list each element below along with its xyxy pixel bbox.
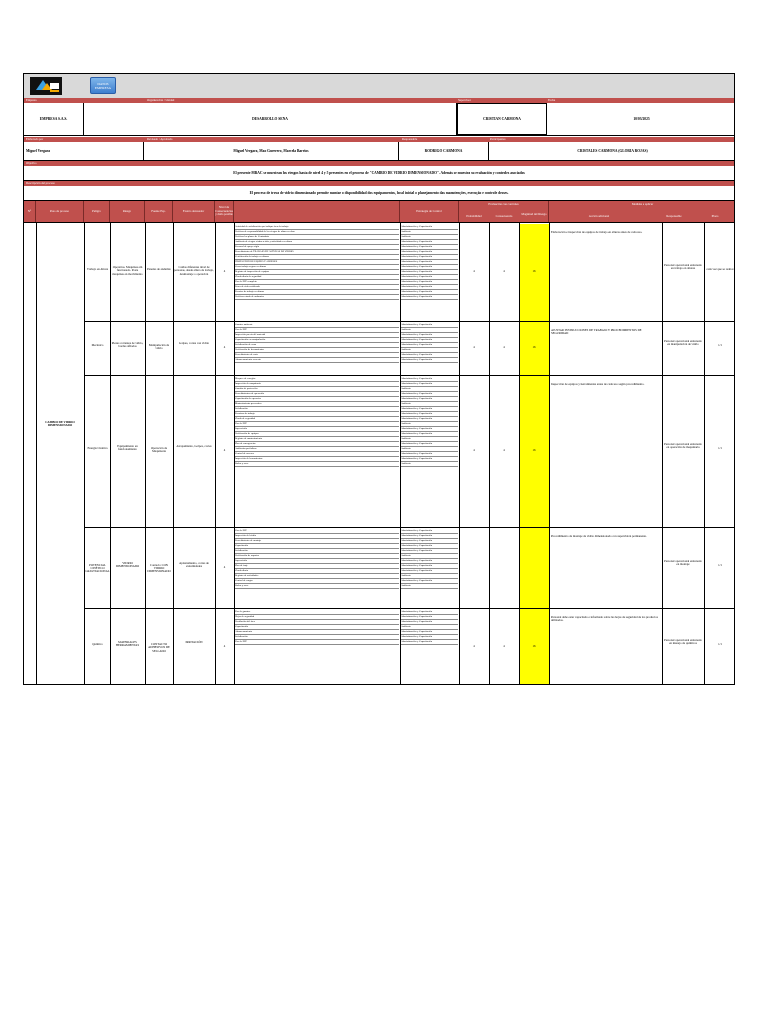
controls-list xyxy=(235,529,399,589)
revisado-value: Miguel Vergara, Mao Guerrero, Marcela Barrios xyxy=(144,142,399,160)
label-fecha: Fecha xyxy=(548,98,556,102)
probabilidad-cell: 4 xyxy=(473,448,475,452)
control-item: Supervisión xyxy=(235,427,399,432)
control-item: Permisos de trabajo xyxy=(235,412,399,417)
nivel-cell: 4 xyxy=(223,269,226,273)
tipo-item: Administración y Capacitación xyxy=(401,382,458,387)
tipo-item: Administración y Capacitación xyxy=(401,427,458,432)
control-item: Uso de EPP xyxy=(235,422,399,427)
control-item: Procedimientos de operación xyxy=(235,392,399,397)
tipo-item: Administración y Capacitación xyxy=(401,640,458,645)
tipo-item: Administración y Capacitación xyxy=(401,452,458,457)
col-n: N° xyxy=(24,201,36,222)
control-item: Inspección previa del material xyxy=(235,333,399,338)
probabilidad-cell: 4 xyxy=(473,644,475,648)
tipo-item: Administración y Capacitación xyxy=(401,579,458,584)
tipo-item: Administración y Capacitación xyxy=(401,290,458,295)
evento-cell: Caídas diferentes nivel de personas, desde altura de trabajo, desmontaje o operación xyxy=(174,265,214,276)
control-item: Uso de guantes xyxy=(235,610,399,615)
control-item: Ventilación del área xyxy=(235,620,399,625)
col-evento: Evento detonador xyxy=(173,201,215,222)
control-item: Hojas de seguridad xyxy=(235,615,399,620)
control-item: Línea de vida certificada xyxy=(235,285,399,290)
tipo-item: Administración y Capacitación xyxy=(401,559,458,564)
riesgo-res-cell: 16 xyxy=(532,269,536,273)
tipo-item: Auditoria xyxy=(401,447,458,452)
control-item: Capacitación xyxy=(235,625,399,630)
tipo-item: Auditoria xyxy=(401,437,458,442)
tipo-item: Administración y Capacitación xyxy=(401,338,458,343)
tipo-item: Administración y Capacitación xyxy=(401,569,458,574)
riesgo-cell: Equipamiento en funcionamiento xyxy=(117,444,138,452)
nivel-cell: 4 xyxy=(223,448,226,452)
control-item: Actividad de señalización que indique área de trabajo xyxy=(235,225,399,230)
control-item: Procedimiento de corte xyxy=(235,353,399,358)
row-divider xyxy=(84,527,735,528)
tipo-item: Administración y Capacitación xyxy=(401,529,458,534)
col-probabilidad: Probabilidad xyxy=(466,214,482,218)
tipo-item: Administración y Capacitación xyxy=(401,245,458,250)
organizacion-value: DESARROLLO SENA xyxy=(84,103,457,135)
tipo-item: Auditoria xyxy=(401,584,458,589)
tipo-item: Auditoria xyxy=(401,387,458,392)
empresa-value: EMPRESA S.A.S. xyxy=(24,103,84,135)
control-item: Capacitación de operarios xyxy=(235,397,399,402)
tipo-item: Auditoria xyxy=(401,554,458,559)
control-item: INSPECCIÓN DE EQUIPO Y ARNESES xyxy=(235,260,399,265)
control-item: Uso de EPP xyxy=(235,529,399,534)
tipo-item: Administración y Capacitación xyxy=(401,442,458,447)
control-item: Registro de actividades xyxy=(235,574,399,579)
tipo-item: Administración y Capacitación xyxy=(401,377,458,382)
fuente-cell: CONTACTO ADHESIVOS DE SELLADO xyxy=(148,642,170,653)
control-item: Auditorías periódicas xyxy=(235,447,399,452)
process-name: CAMBIO DE VIDRIO DIMENSIONADO xyxy=(45,420,75,428)
medida-cell: AJUSTAR INSTRUCCIONES DE TRABAJO Y PROCEDIMIENTOS DE SEGURIDAD xyxy=(551,328,642,336)
tipo-list xyxy=(401,225,458,300)
peligro-cell: Energía Cinética xyxy=(87,446,108,450)
fuente-cell: Operación de Maquinaria xyxy=(150,446,168,454)
control-item: Control de cargas xyxy=(235,579,399,584)
controls-list xyxy=(235,610,399,645)
plazo-cell: 1/1 xyxy=(718,343,722,347)
peligro-cell: POTENCIAL CINÉTICO GRAVITACIONAL xyxy=(85,562,110,574)
tipo-item: Administración y Capacitación xyxy=(401,412,458,417)
probabilidad-cell: 4 xyxy=(473,269,475,273)
nivel-cell: 4 xyxy=(223,564,226,569)
tipo-item: Administración y Capacitación xyxy=(401,358,458,363)
top-bar xyxy=(24,74,734,99)
tipo-item: Administración y Capacitación xyxy=(401,544,458,549)
fuente-cell: Contacto CON VIDRIO DIMENSIONADO xyxy=(147,562,171,574)
control-item: Charla diaria xyxy=(235,569,399,574)
control-item: Registro de inspección de equipos xyxy=(235,270,399,275)
peligro-cell: Mecánico xyxy=(91,343,104,347)
label-participantes: Participantes xyxy=(490,137,506,141)
nivel-cell: 4 xyxy=(223,345,226,349)
control-item: Verificación de herramientas xyxy=(235,348,399,353)
tipo-item: Administración y Capacitación xyxy=(401,270,458,275)
nivel-cell: 4 xyxy=(223,644,226,648)
tipo-item: Administración y Capacitación xyxy=(401,610,458,615)
label-empresa: Empresa xyxy=(26,98,37,102)
elaborado-value: Miguel Vergara xyxy=(24,142,144,160)
tipo-item: Administración y Capacitación xyxy=(401,333,458,338)
accion-cell: Personal operacional entrenado en trabajo en alturas xyxy=(664,263,702,271)
label-elaborado: Elaborado por xyxy=(26,137,44,141)
label-objetivo: Objetivo xyxy=(26,161,37,165)
control-item: Señalización de zona xyxy=(235,343,399,348)
label-organizacion: Organización / Unidad xyxy=(147,98,175,102)
consecuencia-cell: 4 xyxy=(503,448,505,452)
col-peligro: Peligro xyxy=(84,201,110,222)
riesgo-cell: VIDRIO DIMENSIONADO xyxy=(115,560,140,568)
tipo-item: Administración y Capacitación xyxy=(401,432,458,437)
medida-cell: Inspección de equipos y herramientas antes de cada uso según procedimiento. xyxy=(551,382,645,386)
control-item: Certificación de trabajo en alturas xyxy=(235,255,399,260)
col-responsable: Responsable xyxy=(666,214,682,218)
medida-cell: Procedimiento de montaje de vidrio dimensionado con supervisión permanente. xyxy=(551,534,647,538)
tipo-item: Administración y Capacitación xyxy=(401,620,458,625)
riesgo-res-cell: 16 xyxy=(532,345,536,349)
fecha-value: 10/03/2025 xyxy=(633,117,650,121)
row-divider xyxy=(84,321,735,322)
tipo-item: Auditoria xyxy=(401,328,458,333)
col-controles xyxy=(234,201,400,222)
tipo-item: Administración y Capacitación xyxy=(401,635,458,640)
tipo-item: Administración y Capacitación xyxy=(401,615,458,620)
control-item: Procedimiento de montaje xyxy=(235,539,399,544)
peligro-cell: Químico xyxy=(92,642,103,646)
riesgo-res-cell: 16 xyxy=(532,448,536,452)
tipo-item: Administración y Capacitación xyxy=(401,280,458,285)
objetivo-row xyxy=(24,166,734,181)
control-item: Inspección del vidrio xyxy=(235,534,399,539)
tipo-item: Administración y Capacitación xyxy=(401,260,458,265)
control-item: Verificación de equipos xyxy=(235,432,399,437)
label-supervisor: Supervisor xyxy=(458,98,471,102)
riesgo-res-cell: 16 xyxy=(532,644,536,648)
tipo-item: Administración y Capacitación xyxy=(401,539,458,544)
datos-empresa-button[interactable]: DATOS EMPRESA xyxy=(90,77,116,94)
tipo-item: Administración y Capacitación xyxy=(401,323,458,328)
tipo-item: Administración y Capacitación xyxy=(401,225,458,230)
consecuencia-cell: 4 xyxy=(503,345,505,349)
accion-cell: Personal operacional entrenado en manipulación de vidrio xyxy=(664,339,702,347)
riesgo-cell: Operarios. Maquinas em funcionado. Posta maquinas en movimiento xyxy=(112,265,143,276)
tipo-item: Administración y Capacitación xyxy=(401,417,458,422)
tipo-item: Administración y Capacitación xyxy=(401,250,458,255)
table-body xyxy=(24,223,734,685)
tipo-item: Auditoria xyxy=(401,574,458,579)
tipo-item: Administración y Capacitación xyxy=(401,285,458,290)
row-divider xyxy=(84,375,735,376)
tipo-item: Auditoria xyxy=(401,462,458,467)
control-item: Verificar de responsabilidad de los riesgos de altura en obra xyxy=(235,230,399,235)
tipo-item: Administración y Capacitación xyxy=(401,240,458,245)
control-item: Señalización xyxy=(235,549,399,554)
tipo-item: Administración y Capacitación xyxy=(401,275,458,280)
company-logo xyxy=(30,77,62,95)
control-item: Capacitación xyxy=(235,544,399,549)
peligro-cell: Trabajo en Altura xyxy=(86,267,109,271)
riesgo-cell: Piezas cortantes de vidrio, bordes afilados xyxy=(111,341,144,349)
col-accion: Acción adicional xyxy=(588,214,610,218)
tipo-item: Auditoria xyxy=(401,230,458,235)
control-item: Supervisión xyxy=(235,559,399,564)
label-revisado: Revisado / Aprobado xyxy=(147,137,173,141)
table-header xyxy=(24,201,734,223)
tipo-item: Administración y Capacitación xyxy=(401,343,458,348)
evento-cell: Aplastamiento, cortes de extremidades xyxy=(179,560,209,568)
supervisor-value: CRISTIAN CARMONA xyxy=(457,103,547,135)
risk-matrix-sheet xyxy=(23,73,735,685)
control-item: Curso trabajo seguro en alturas xyxy=(235,265,399,270)
header-row-1 xyxy=(24,103,734,136)
control-item: Verificación de soportes xyxy=(235,554,399,559)
plazo-cell: 1/1 xyxy=(718,562,722,567)
tipo-item: Administración y Capacitación xyxy=(401,397,458,402)
tipo-item: Administración y Capacitación xyxy=(401,534,458,539)
evento-cell: Atrapamiento, Golpes, cortes xyxy=(176,444,212,448)
control-item: Almacenamiento correcto xyxy=(235,358,399,363)
participantes-value: CRISTALES CARMONA (GLORIA ROJAS) xyxy=(577,149,648,153)
tipo-item: Administración y Capacitación xyxy=(401,265,458,270)
col-nivel: Nivel de Consecuencias y daño posible xyxy=(215,201,234,222)
controls-list xyxy=(235,323,399,363)
control-item: Uso de EPP xyxy=(235,640,399,645)
control-item: Verificar los planes de Contratista xyxy=(235,235,399,240)
col-riesgo-res: Magnitud del Riesgo xyxy=(521,212,547,216)
control-item: Registro de mantenimiento xyxy=(235,437,399,442)
col-fuente: Fuente Esp. xyxy=(145,201,173,222)
tipo-list xyxy=(401,323,458,363)
consecuencia-cell: 4 xyxy=(503,644,505,648)
control-item: Personal de apoyo vigía xyxy=(235,245,399,250)
col-riesgo: Riesgo xyxy=(110,201,145,222)
fuente-cell: Paneles de andamio xyxy=(147,267,171,271)
tipo-item: Administración y Capacitación xyxy=(401,407,458,412)
controls-list xyxy=(235,225,399,300)
descripcion-text: El proceso de trova de vidrio dimensionado permite montar o disponibilidad dos equipamentos, local inicial o planejamento das manutenções, execução e controle desses. xyxy=(249,191,509,195)
tipo-item: Administración y Capacitación xyxy=(401,630,458,635)
control-item: Orden y aseo xyxy=(235,462,399,467)
control-item: Charla diaria de seguridad xyxy=(235,275,399,280)
col-mitigacion: Estrategia de Control xyxy=(400,201,459,222)
tipo-item: Administración y Capacitación xyxy=(401,549,458,554)
medida-cell: Elaboración e inspección de equipos de trabajo en alturas antes de cada uso. xyxy=(551,230,643,234)
tipo-item: Administración y Capacitación xyxy=(401,255,458,260)
control-item: Bloqueo de energías xyxy=(235,377,399,382)
control-item: Capacitación en manipulación xyxy=(235,338,399,343)
responsable-value: RODRIGO CARMONA xyxy=(399,142,489,160)
control-item: Inspección de maquinaria xyxy=(235,382,399,387)
control-item: Uso de EPP completo xyxy=(235,280,399,285)
control-item: Señalización xyxy=(235,407,399,412)
objetivo-text: El presente MRAC se muestran los riesgos hasta de nivel 4 y 5 presentes en el proceso de "CAMBIO DE VIDRIO DIMENSIONADO". Además se muestra su evaluación y controles asociados xyxy=(233,171,525,175)
accion-cell: Personal operacional entrenado en operación de maquinaria xyxy=(664,442,702,450)
control-item: Señalización xyxy=(235,635,399,640)
risk-highlight xyxy=(520,528,549,608)
control-item: Plan de emergencias xyxy=(235,442,399,447)
tipo-item: Auditoria xyxy=(401,348,458,353)
tipo-list xyxy=(401,610,458,645)
col-medidas: Medidas a aplicar xyxy=(631,202,654,206)
fuente-cell: Manipulación de vidrio xyxy=(148,343,170,351)
medida-cell: Personal debe estar capacitado e informado sobre las hojas de seguridad de los productos utilizados. xyxy=(551,615,658,623)
accion-cell: Personal operacional entrenado en montaje xyxy=(664,558,702,566)
plazo-cell: 1/1 xyxy=(718,446,722,450)
col-consecuencia: Consecuencia xyxy=(495,214,513,218)
controls-list xyxy=(235,377,399,467)
control-item: Charla de seguridad xyxy=(235,417,399,422)
probabilidad-cell: 4 xyxy=(473,345,475,349)
tipo-item: Administración y Capacitación xyxy=(401,295,458,300)
label-descripcion: Descripción del proceso xyxy=(26,181,55,185)
row-divider xyxy=(84,608,735,609)
tipo-item: Auditoria xyxy=(401,422,458,427)
tipo-item: Auditoria xyxy=(401,625,458,630)
label-responsable: Responsable xyxy=(402,137,418,141)
evento-cell: IRRITACIÓN xyxy=(185,640,203,644)
control-item: Uso de EPP xyxy=(235,328,399,333)
plazo-cell: cada vez que se realice xyxy=(706,267,734,271)
tipo-item: Administración y Capacitación xyxy=(401,392,458,397)
control-item: Permiso de trabajo en alturas xyxy=(235,290,399,295)
tipo-list xyxy=(401,377,458,467)
descripcion-row xyxy=(24,186,734,201)
tipo-item: Auditoria xyxy=(401,235,458,240)
header-row-2 xyxy=(24,142,734,161)
tipo-list xyxy=(401,529,458,589)
control-item: Auditoría de riesgos visitas a sitio y actividades en altura xyxy=(235,240,399,245)
control-item: Guardas de protección xyxy=(235,387,399,392)
riesgo-cell: MATERIALES HERRAMIENTAS xyxy=(115,640,140,648)
tipo-item: Administración y Capacitación xyxy=(401,353,458,358)
control-item: Almacenamiento xyxy=(235,630,399,635)
control-item: Inspección de herramientas xyxy=(235,457,399,462)
control-item: Plan de izaje xyxy=(235,564,399,569)
col-plazo: Plazo xyxy=(711,214,719,218)
accion-cell: Personal operacional entrenado en manejo de químicos xyxy=(664,638,702,646)
control-item: Verificar estado de andamios xyxy=(235,295,399,300)
control-item: Procedimiento de TRABAJO EN ALTURAS DE VIDRIO xyxy=(235,250,399,255)
plazo-cell: 1/1 xyxy=(718,642,722,646)
evento-cell: Golpes, cortes con vidrio xyxy=(178,341,210,345)
tipo-item: Auditoria xyxy=(401,402,458,407)
control-item: Orden y aseo xyxy=(235,584,399,589)
tipo-item: Administración y Capacitación xyxy=(401,457,458,462)
control-item: Guantes anticorte xyxy=(235,323,399,328)
col-paso: Paso de proceso xyxy=(36,201,84,222)
tipo-item: Administración y Capacitación xyxy=(401,564,458,569)
col-evaluacion: Evaluación con controles xyxy=(459,201,549,222)
control-item: Control de accesos xyxy=(235,452,399,457)
control-item: Mantenimiento preventivo xyxy=(235,402,399,407)
consecuencia-cell: 4 xyxy=(503,269,505,273)
